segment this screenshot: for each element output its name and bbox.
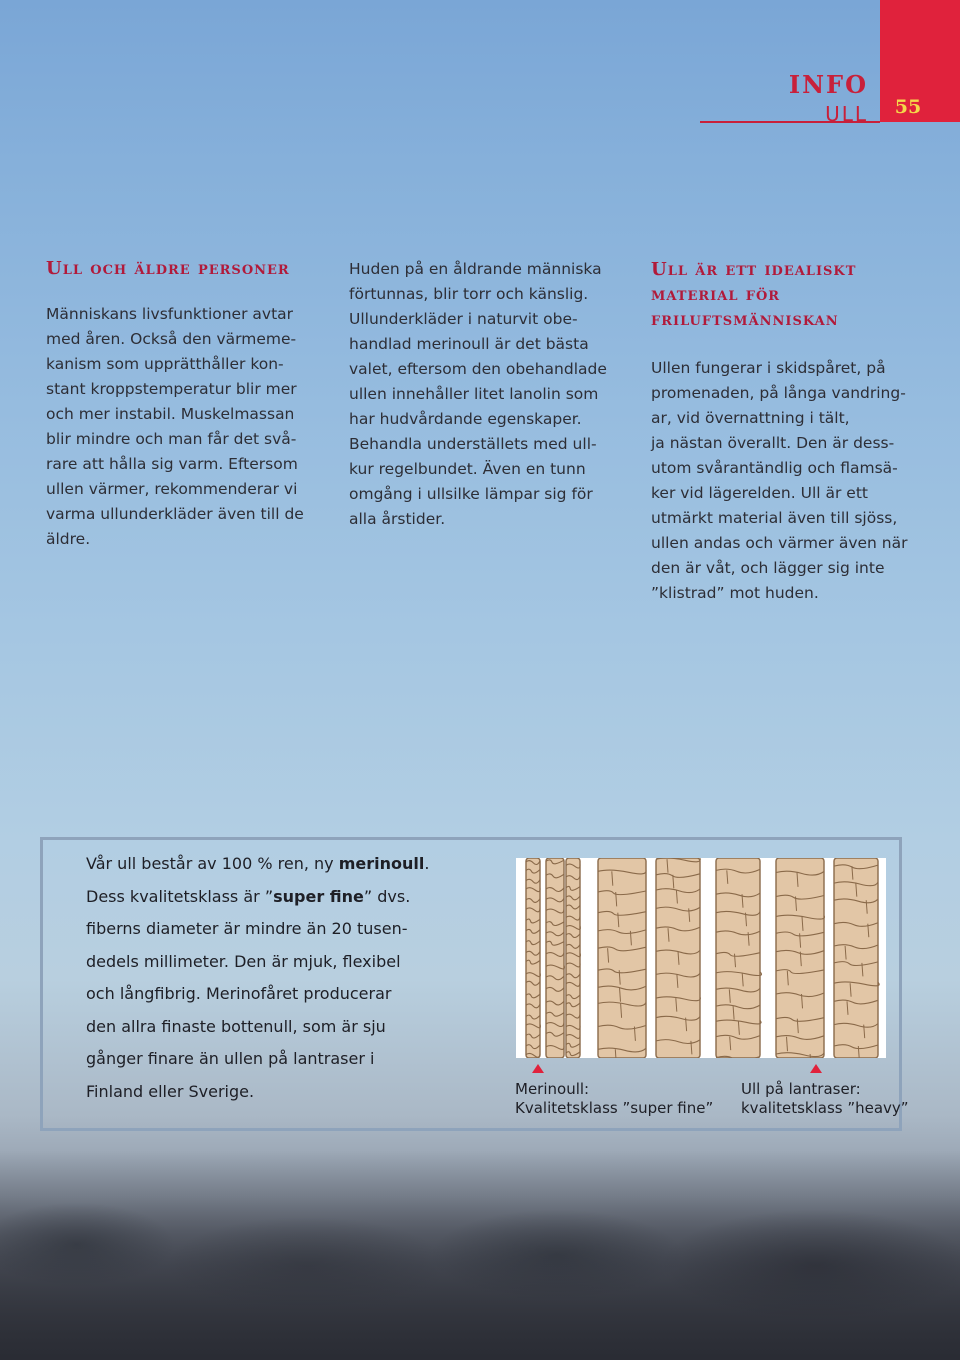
super-fine-emphasis: super fine xyxy=(273,886,364,906)
info-line-6: den allra finaste bottenull, som är sju xyxy=(86,1016,386,1036)
wool-fiber xyxy=(716,858,761,1058)
wool-fiber xyxy=(776,858,824,1058)
heading-outdoor: Ull är ett idealiskt material för friluftsmänniskan xyxy=(651,259,857,330)
info-line-8: Finland eller Sverige. xyxy=(86,1081,255,1101)
landrace-marker-icon xyxy=(810,1064,822,1073)
info-line-1: Vår ull består av 100 % ren, ny merinoull. xyxy=(86,854,430,873)
wool-fiber xyxy=(526,858,540,1058)
wool-fiber xyxy=(598,858,646,1058)
column-outdoor xyxy=(651,257,931,606)
merino-marker-icon xyxy=(532,1064,544,1073)
landrace-caption: Ull på lantraser: kvalitetsklass ”heavy” xyxy=(741,1080,909,1117)
wool-fiber xyxy=(656,858,700,1058)
info-line-2: Dess kvalitetsklass är ”super fine” dvs. xyxy=(86,886,411,906)
column-elderly xyxy=(46,256,336,552)
fiber-illustration xyxy=(516,858,886,1058)
page-number: 55 xyxy=(894,96,922,118)
paragraph-skin: Huden på en åldrande människa förtunnas, blir torr och känslig. Ullunderkläder i naturvit obe- handlad merinoull är det bästa valet, eftersom den obehandlade ullen innehåller litet lanolin som har hudvårdande egenskaper. Behandla underställets med ull- kur regelbundet. Även en tunn omgång i ullsilke lämpar sig för alla årstider. xyxy=(349,260,607,528)
section-title: INFO xyxy=(788,70,868,99)
heading-elderly: Ull och äldre personer xyxy=(46,258,290,279)
paragraph-outdoor: Ullen fungerar i skidspåret, på promenaden, på långa vandring- ar, vid övernattning i tält, ja nästan överallt. Den är dess- utom svårantändlig och flamsä- ker vid lägerelden. Ull är ett utmärkt material även till sjöss, ullen andas och värmer även när den är våt, och lägger sig inte ”klistrad” mot huden. xyxy=(651,359,908,602)
column-skin xyxy=(349,257,639,532)
info-line-7: gånger finare än ullen på lantraser i xyxy=(86,1049,375,1068)
wool-fiber xyxy=(834,858,879,1058)
paragraph-elderly: Människans livsfunktioner avtar med åren. Också den värmeme- kanism som upprätthåller kon- stant kroppstemperatur blir mer och mer instabil. Muskelmassan blir mindre och man får det svå- rare att hålla sig varm. Eftersom ullen värmer, rekommenderar vi varma ullunderkläder även till de äldre. xyxy=(46,305,304,548)
merino-info-text xyxy=(86,848,486,1108)
info-line-4: dedels millimeter. Den är mjuk, flexibel xyxy=(86,951,401,971)
merinoull-emphasis: merinoull xyxy=(338,854,425,873)
fiber-drawing xyxy=(516,858,886,1058)
section-subtitle: ULL xyxy=(825,102,868,126)
info-line-5: och långfibrig. Merinofåret producerar xyxy=(86,984,392,1003)
merino-caption: Merinoull: Kvalitetsklass ”super fine” xyxy=(515,1080,714,1117)
wool-fiber xyxy=(546,858,564,1058)
wool-fiber xyxy=(566,858,580,1058)
info-line-3: fiberns diameter är mindre än 20 tusen- xyxy=(86,919,408,938)
background-treeline xyxy=(0,1150,960,1360)
